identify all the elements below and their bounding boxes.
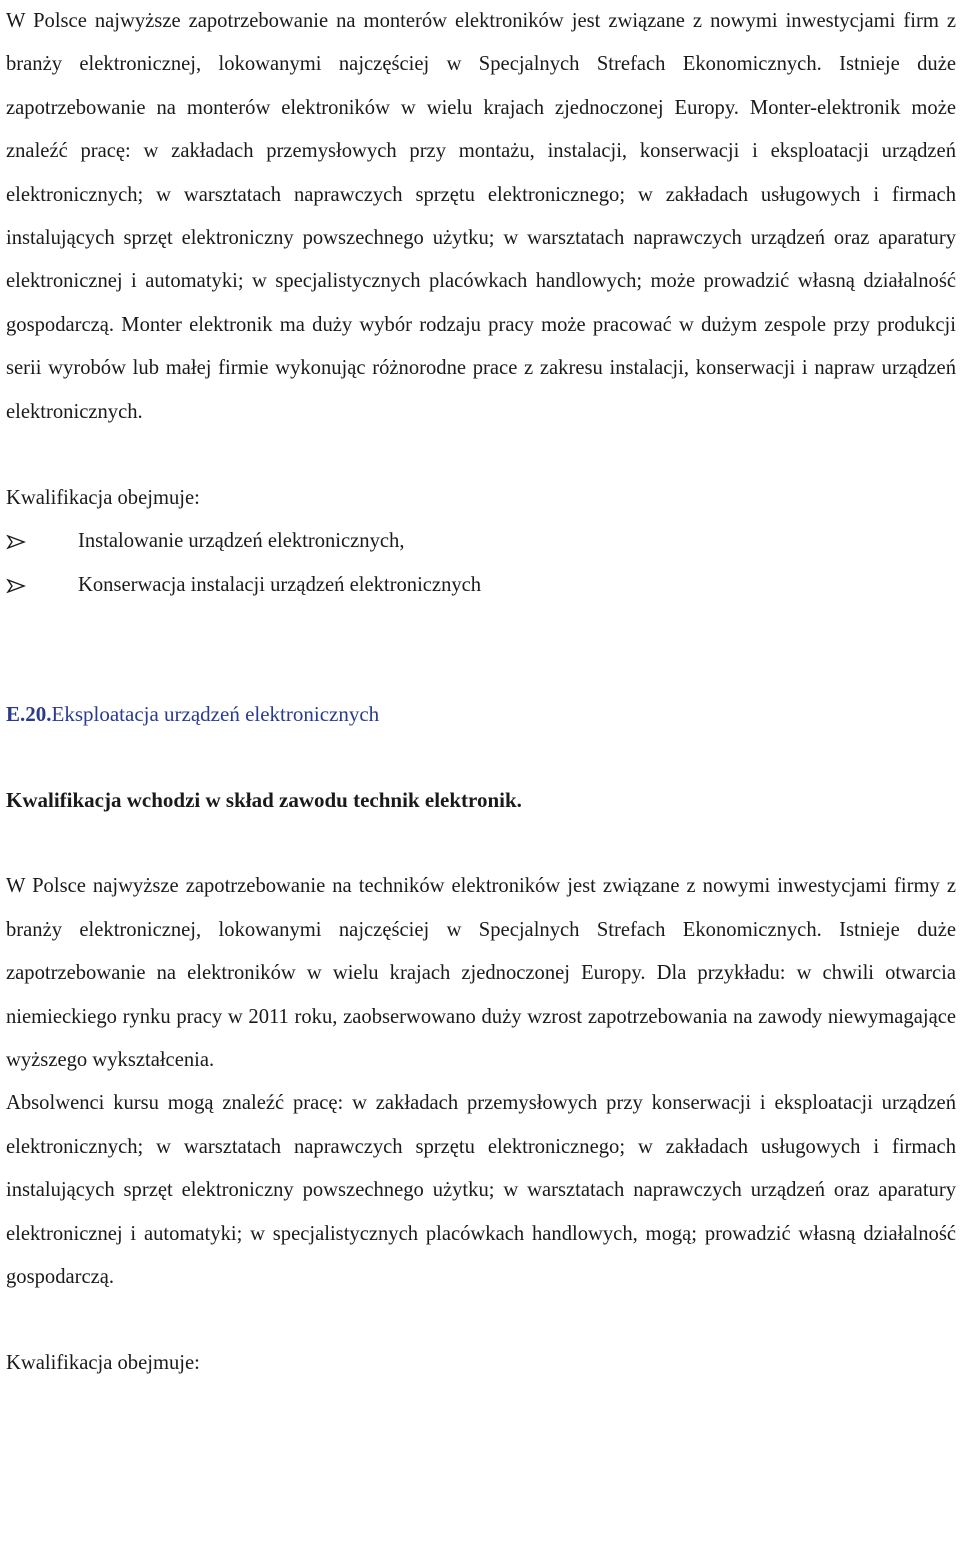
spacer [6, 607, 956, 693]
qualification-title: Eksploatacja urządzeń elektronicznych [51, 702, 380, 727]
arrow-bullet-icon [6, 578, 78, 594]
list-item-text: Konserwacja instalacji urządzeń elektronicznych [78, 573, 482, 596]
paragraph-technik-intro: W Polsce najwyższe zapotrzebowanie na techników elektroników jest związane z nowymi inwestycjami firmy z branży elektronicznej, lokowanymi najczęściej w Specjalnych Strefach Ekonomicznych. Istnieje duże zapotrzebowanie na elektroników w wielu krajach zjednoczonej Europy. Dla przykładu: w chwili otwarcia niemieckiego rynku pracy w 2011 roku, zaobserwowano duży wzrost zapotrzebowania na zawody niewymagające wyższego wykształcenia. [6, 875, 956, 1071]
list-item [6, 520, 956, 563]
list-item-text: Instalowanie urządzeń elektronicznych, [78, 530, 405, 553]
qualification-heading [6, 693, 956, 736]
kwalifikacja-label: Kwalifikacja obejmuje: [6, 487, 200, 510]
qualification-list [6, 520, 956, 607]
document-page [6, 0, 956, 1386]
spacer [6, 736, 956, 779]
kwalifikacja-label-2: Kwalifikacja obejmuje: [6, 1352, 200, 1375]
spacer [6, 434, 956, 477]
paragraph-monter-intro: W Polsce najwyższe zapotrzebowanie na monterów elektroników jest związane z nowymi inwestycjami firm z branży elektronicznej, lokowanymi najczęściej w Specjalnych Strefach Ekonomicznych. Istnieje duże zapotrzebowanie na monterów elektroników w wielu krajach zjednoczonej Europy. Monter-elektronik może znaleźć pracę: w zakładach przemysłowych przy montażu, instalacji, konserwacji i eksploatacji urządzeń elektronicznych; w warsztatach naprawczych sprzętu elektronicznego; w zakładach usługowych i firmach instalujących sprzęt elektroniczny powszechnego użytku; w warsztatach naprawczych urządzeń oraz aparatury elektronicznej i automatyki; w specjalistycznych placówkach handlowych; może prowadzić własną działalność gospodarczą. Monter elektronik ma duży wybór rodzaju pracy może pracować w dużym zespole przy produkcji serii wyrobów lub małej firmie wykonując różnorodne prace z zakresu instalacji, konserwacji i napraw urządzeń elektronicznych. [6, 10, 956, 423]
paragraph-absolwenci: Absolwenci kursu mogą znaleźć pracę: w zakładach przemysłowych przy konserwacji i eksploatacji urządzeń elektronicznych; w warsztatach naprawczych sprzętu elektronicznego; w zakładach usługowych i firmach instalujących sprzęt elektroniczny powszechnego użytku; w warsztatach naprawczych urządzeń oraz aparatury elektronicznej i automatyki; w specjalistycznych placówkach handlowych, mogą; prowadzić własną działalność gospodarczą. [6, 1092, 956, 1288]
spacer [6, 1299, 956, 1342]
list-item [6, 564, 956, 607]
qualification-subheading: Kwalifikacja wchodzi w skład zawodu technik elektronik. [6, 788, 522, 813]
arrow-bullet-icon [6, 534, 78, 550]
spacer [6, 822, 956, 865]
qualification-code: E.20. [6, 702, 52, 727]
